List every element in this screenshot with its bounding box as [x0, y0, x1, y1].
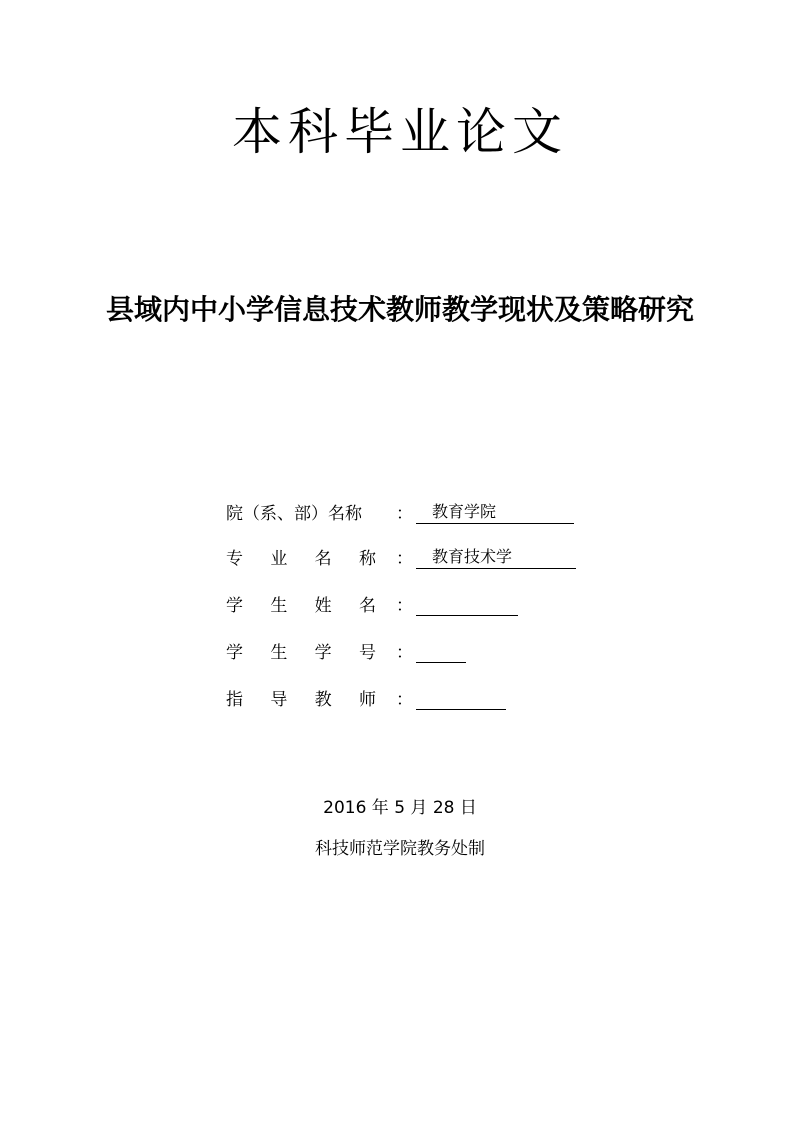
- major-value: 教育技术学: [416, 546, 576, 569]
- major-label-char: 称: [358, 549, 376, 569]
- student-name-value: [416, 593, 518, 616]
- student-id-value: [416, 640, 466, 663]
- student-name-colon: ：: [396, 596, 413, 616]
- department-row: [226, 496, 574, 524]
- student-id-label: [226, 638, 396, 663]
- submission-date: 2016 年 5 月 28 日: [323, 798, 477, 818]
- issuer-note: 科技师范学院教务处制: [315, 839, 485, 859]
- advisor-label: [226, 685, 396, 710]
- department-colon: ：: [396, 504, 413, 524]
- major-row: [226, 541, 576, 569]
- advisor-label-char: 师: [358, 690, 376, 710]
- advisor-label-char: 指: [226, 690, 243, 710]
- student-name-label-char: 姓: [314, 596, 332, 616]
- student-id-label-char: 生: [270, 643, 288, 663]
- advisor-colon: ：: [396, 690, 413, 710]
- advisor-label-char: 教: [314, 690, 332, 710]
- student-name-label: [226, 591, 396, 616]
- document-type-title: 本科毕业论文: [232, 103, 568, 161]
- student-name-label-char: 学: [226, 596, 243, 616]
- advisor-label-char: 导: [270, 690, 288, 710]
- major-label-char: 专: [226, 549, 243, 569]
- major-colon: ：: [396, 549, 413, 569]
- department-value: 教育学院: [416, 501, 574, 524]
- major-label: [226, 544, 396, 569]
- major-label-char: 名: [314, 549, 332, 569]
- student-id-label-char: 号: [358, 643, 376, 663]
- student-name-label-char: 生: [270, 596, 288, 616]
- student-id-colon: ：: [396, 643, 413, 663]
- student-name-label-char: 名: [358, 596, 376, 616]
- student-name-row: [226, 588, 518, 616]
- major-label-char: 业: [270, 549, 288, 569]
- student-id-label-char: 学: [226, 643, 243, 663]
- student-id-label-char: 学: [314, 643, 332, 663]
- student-id-row: [226, 635, 466, 663]
- advisor-value: [416, 687, 506, 710]
- advisor-row: [226, 682, 506, 710]
- department-label: 院（系、部）名称: [226, 504, 362, 524]
- thesis-title: 县域内中小学信息技术教师教学现状及策略研究: [105, 293, 694, 326]
